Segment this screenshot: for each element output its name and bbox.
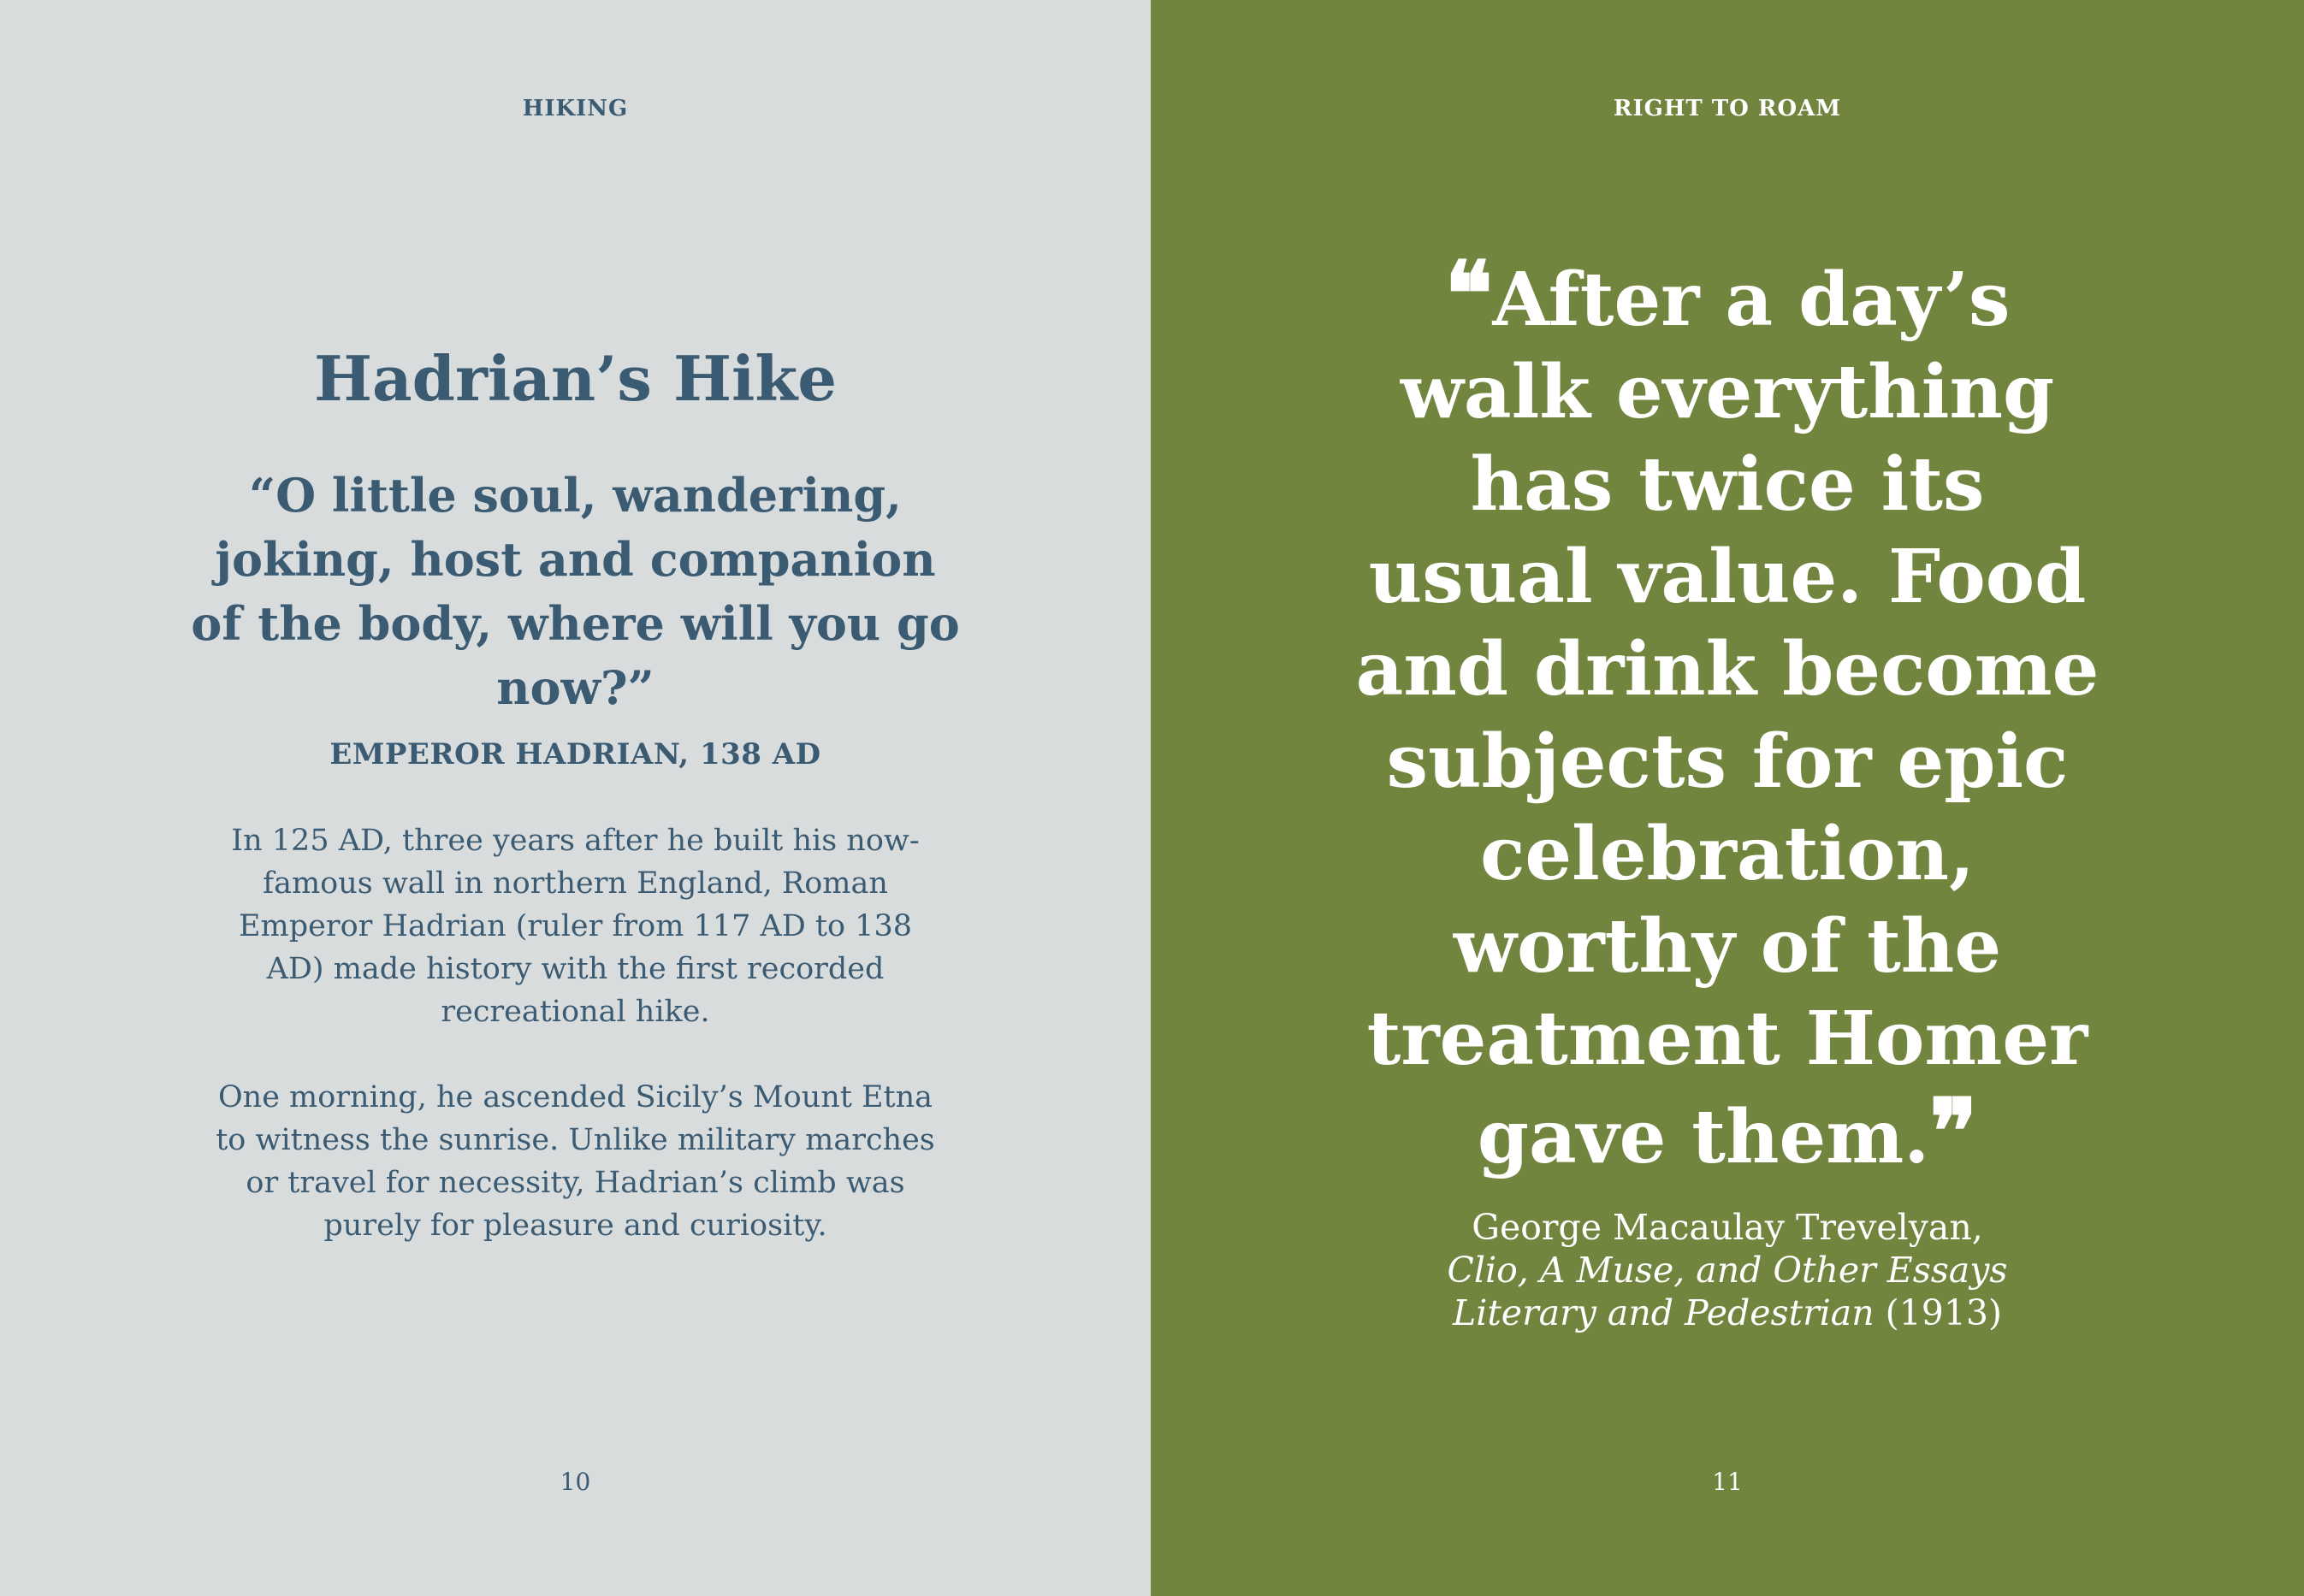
pull-quote-text: After a day’s walk everything has twice its usual value. Food and drink become subjects for epic celebration, worthy of the treatment Homer gave them. — [1355, 257, 2100, 1180]
page-number-right: 11 — [1712, 1468, 1743, 1496]
running-head-right: RIGHT TO ROAM — [1613, 96, 1842, 121]
right-page — [1151, 0, 2304, 1596]
epigraph-attribution: EMPEROR HADRIAN, 138 AD — [329, 737, 821, 771]
body-paragraph-1: In 125 AD, three years after he built his now-famous wall in northern England, Roman Emperor Hadrian (ruler from 117 AD to 138 AD) made history with the first recorded recreational hike. — [231, 824, 920, 1029]
open-quote-mark: ❝ — [1444, 241, 1493, 346]
epigraph-quote: “O little soul, wandering, joking, host and companion of the body, where will you go now?” — [191, 468, 960, 715]
quote-author: George Macaulay Trevelyan, — [1472, 1207, 1983, 1248]
quote-work-title-2: Literary and Pedestrian — [1452, 1292, 1875, 1333]
left-page — [0, 0, 1151, 1596]
quote-credit — [1288, 1206, 2167, 1334]
quote-work-line-2 — [1288, 1292, 2167, 1334]
pull-quote — [1347, 241, 2107, 1184]
page-title: Hadrian’s Hike — [313, 342, 838, 415]
running-head-left: HIKING — [522, 96, 629, 121]
quote-year: (1913) — [1874, 1292, 2002, 1333]
close-quote-mark: ❞ — [1929, 1079, 1978, 1184]
body-paragraph-2: One morning, he ascended Sicily’s Mount Etna to witness the sunrise. Unlike military marches or travel for necessity, Hadrian’s climb was purely for pleasure and curiosity. — [216, 1080, 935, 1243]
quote-work-title-1: Clio, A Muse, and Other Essays — [1447, 1250, 2008, 1291]
page-number-left: 10 — [560, 1468, 591, 1496]
